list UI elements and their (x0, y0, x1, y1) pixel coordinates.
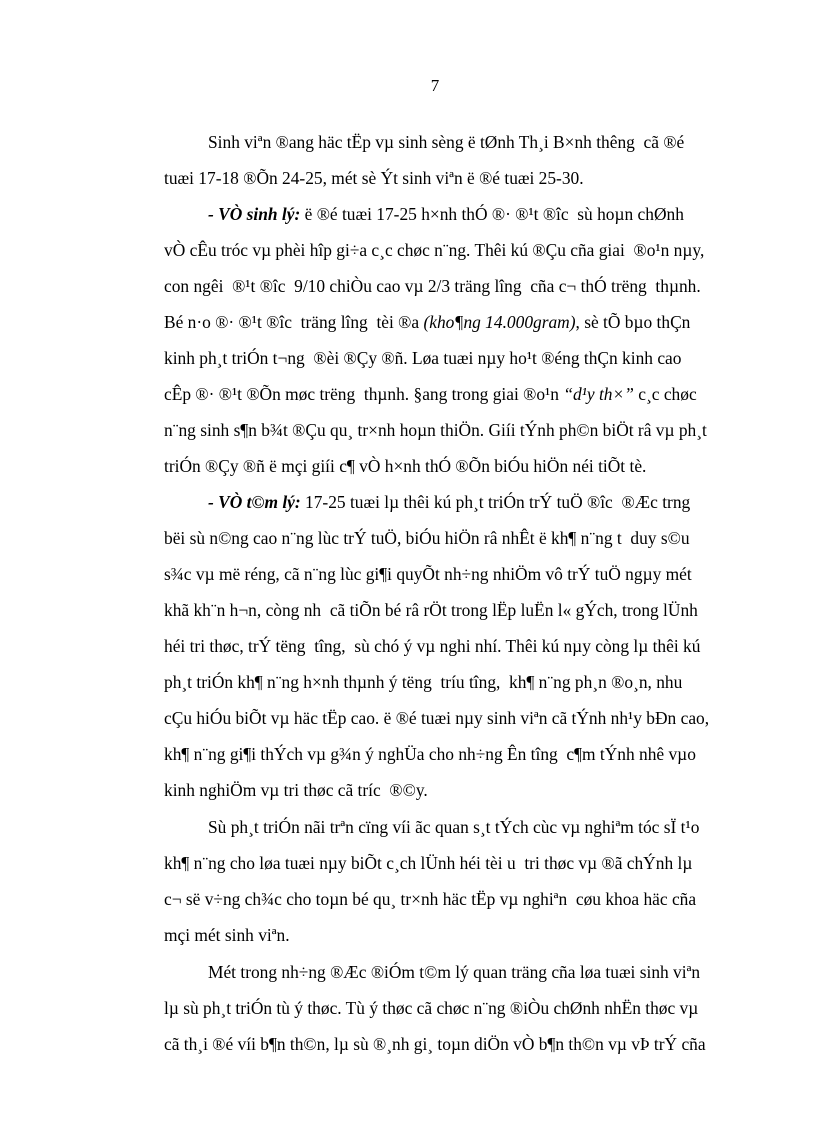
text-line-6-pre: Bé n·o ®· ®¹t ®îc träng lîng tèi ®a (164, 312, 424, 332)
text-line-3 (208, 202, 684, 226)
text-line-5: con ngêi ®¹t ®îc 9/10 chiÒu cao vµ 2/3 träng lîng cña c¬ thÓ trëng thµnh. (164, 276, 701, 296)
text-line-13: s¾c vµ më réng, cã n¨ng lùc gi¶i quyÕt nh÷ng nhiÖm vô trÝ tuÖ ngµy mét (164, 564, 692, 584)
text-line-8-post: c¸c chøc (633, 384, 697, 404)
text-line-1: Sinh viªn ®ang häc tËp vµ sinh sèng ë tØnh Th¸i B×nh thêng cã ®é (208, 132, 685, 152)
text-line-25: lµ sù ph¸t triÓn tù ý thøc. Tù ý thøc cã chøc n¨ng ®iÒu chØnh nhËn thøc vµ (164, 998, 699, 1018)
text-line-16: ph¸t triÓn kh¶ n¨ng h×nh thµnh ý tëng tríu tîng, kh¶ n¨ng ph¸n ®o¸n, nhu (164, 672, 683, 692)
text-line-10: triÓn ®Çy ®ñ ë mçi giíi c¶ vÒ h×nh thÓ ®Õn biÓu hiÖn néi tiÕt tè. (164, 456, 647, 476)
text-line-9: n¨ng sinh s¶n b¾t ®Çu qu¸ tr×nh hoµn thiÖn. Giíi tÝnh ph©n biÖt râ vµ ph¸t (164, 420, 707, 440)
text-line-8-italic: “d¹y th×” (563, 384, 634, 404)
text-line-15: héi tri thøc, trÝ tëng tîng, sù chó ý vµ nghi nhí. Thêi kú nµy còng lµ thêi kú (164, 636, 701, 656)
heading-psychology: - VÒ t©m lý: (208, 492, 301, 512)
text-line-6-post: , sè tÕ bµo thÇn (575, 312, 691, 332)
text-line-22: c¬ së v÷ng ch¾c cho toµn bé qu¸ tr×nh häc tËp vµ nghiªn cøu khoa häc cña (164, 889, 697, 909)
text-line-8-pre: cÊp ®· ®¹t ®Õn møc trëng thµnh. §ang trong giai ®o¹n (164, 384, 564, 404)
text-line-7: kinh ph¸t triÓn t¬ng ®èi ®Çy ®ñ. Løa tuæi nµy ho¹t ®éng thÇn kinh cao (164, 348, 682, 368)
text-line-12: bëi sù n©ng cao n¨ng lùc trÝ tuÖ, biÓu hiÖn râ nhÊt ë kh¶ n¨ng t duy s©u (164, 528, 690, 548)
text-line-20: Sù ph¸t triÓn nãi trªn cïng víi ãc quan s¸t tÝch cùc vµ nghiªm tóc sÏ t¹o (208, 817, 700, 837)
text-line-19: kinh nghiÖm vµ tri thøc cã tríc ®©y. (164, 780, 428, 800)
text-line-2: tuæi 17-18 ®Õn 24-25, mét sè Ýt sinh viªn ë ®é tuæi 25-30. (164, 168, 584, 188)
text-line-6-italic: (kho¶ng 14.000gram) (423, 312, 576, 332)
text-line-6 (164, 310, 690, 334)
text-line-14: khã kh¨n h¬n, còng nh cã tiÕn bé râ rÖt trong lËp luËn l« gÝch, trong lÜnh (164, 600, 698, 620)
text-line-18: kh¶ n¨ng gi¶i thÝch vµ g¾n ý nghÜa cho nh÷ng Ên tîng c¶m tÝnh nhê vµo (164, 744, 696, 764)
text-line-24: Mét trong nh÷ng ®Æc ®iÓm t©m lý quan träng cña løa tuæi sinh viªn (208, 962, 701, 982)
text-line-11-rest: 17-25 tuæi lµ thêi kú ph¸t triÓn trÝ tuÖ ®îc ®Æc trng (300, 492, 691, 512)
text-line-26: cã th¸i ®é víi b¶n th©n, lµ sù ®¸nh gi¸ toµn diÖn vÒ b¶n th©n vµ vÞ trÝ cña (164, 1034, 706, 1054)
text-line-17: cÇu hiÓu biÕt vµ häc tËp cao. ë ®é tuæi nµy sinh viªn cã tÝnh nh¹y bÐn cao, (164, 708, 710, 728)
page-number: 7 (430, 76, 440, 95)
text-line-8 (164, 382, 697, 406)
text-line-4: vÒ cÊu tróc vµ phèi hîp gi÷a c¸c chøc n¨ng. Thêi kú ®Çu cña giai ®o¹n nµy, (164, 240, 705, 260)
heading-physiology: - VÒ sinh lý: (208, 204, 301, 224)
text-line-11 (208, 490, 690, 514)
text-line-3-rest: ë ®é tuæi 17-25 h×nh thÓ ®· ®¹t ®îc sù hoµn chØnh (300, 204, 684, 224)
text-line-21: kh¶ n¨ng cho løa tuæi nµy biÕt c¸ch lÜnh héi tèi u tri thøc vµ ®ã chÝnh lµ (164, 853, 693, 873)
text-line-23: mçi mét sinh viªn. (164, 925, 290, 945)
